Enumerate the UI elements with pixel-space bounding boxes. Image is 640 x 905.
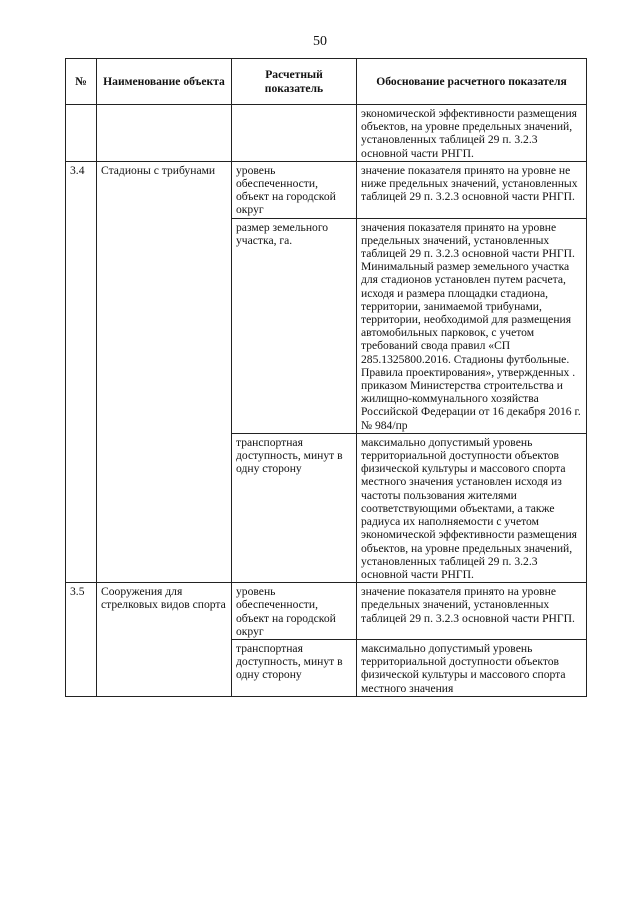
cell-indicator: транспортная доступность, минут в одну сторону bbox=[232, 433, 357, 582]
cell-indicator: уровень обеспеченности, объект на городской округ bbox=[232, 583, 357, 640]
table-header-row bbox=[66, 59, 587, 105]
page-number: 50 bbox=[313, 34, 327, 49]
cell-object-name: Сооружения для стрелковых видов спорта bbox=[97, 583, 232, 697]
header-object-name: Наименование объекта bbox=[97, 59, 232, 105]
cell-justification: максимально допустимый уровень территориальной доступности объектов физической культуры и массового спорта местного значения bbox=[357, 639, 587, 696]
cell-indicator: уровень обеспеченности, объект на городской округ bbox=[232, 161, 357, 218]
indicators-table bbox=[65, 58, 587, 697]
cell-indicator: размер земельного участка, га. bbox=[232, 218, 357, 433]
cell-object-name bbox=[97, 105, 232, 162]
cell-justification: экономической эффективности размещения объектов, на уровне предельных значений, установленных таблицей 29 п. 3.2.3 основной части РНГП. bbox=[357, 105, 587, 162]
header-justification: Обоснование расчетного показателя bbox=[357, 59, 587, 105]
cell-num: 3.4 bbox=[66, 161, 97, 582]
cell-object-name: Стадионы с трибунами bbox=[97, 161, 232, 582]
cell-indicator bbox=[232, 105, 357, 162]
cell-justification: значение показателя принято на уровне не ниже предельных значений, установленных таблицей 29 п. 3.2.3 основной части РНГП. bbox=[357, 161, 587, 218]
cell-justification: значение показателя принято на уровне предельных значений, установленных таблицей 29 п. 3.2.3 основной части РНГП. bbox=[357, 583, 587, 640]
cell-num bbox=[66, 105, 97, 162]
cell-num: 3.5 bbox=[66, 583, 97, 697]
cell-justification: максимально допустимый уровень территориальной доступности объектов физической культуры и массового спорта местного значения установлен исходя из частоты пользования жителями соответствующими объектами, а также радиуса их наполняемости с учетом экономической эффективности размещения объектов, на уровне предельных значений, установленных таблицей 29 п. 3.2.3 основной части РНГП. bbox=[357, 433, 587, 582]
header-num: № bbox=[66, 59, 97, 105]
table-row-continuation bbox=[66, 105, 587, 162]
cell-indicator: транспортная доступность, минут в одну сторону bbox=[232, 639, 357, 696]
table-row bbox=[66, 161, 587, 218]
table-row bbox=[66, 583, 587, 640]
cell-justification: значения показателя принято на уровне предельных значений, установленных таблицей 29 п. 3.2.3 основной части РНГП. Минимальный размер земельного участка для стадионов установлен путем расчета, исходя и размера площадки стадиона, территории, занимаемой трибунами, территории, необходимой для размещения автомобильных парковок, с учетом требований свода правил «СП 285.1325800.2016. Стадионы футбольные. Правила проектирования», утвержденных . приказом Министерства строительства и жилищно-коммунального хозяйства Российской Федерации от 16 декабря 2016 г. № 984/пр bbox=[357, 218, 587, 433]
header-indicator: Расчетный показатель bbox=[232, 59, 357, 105]
